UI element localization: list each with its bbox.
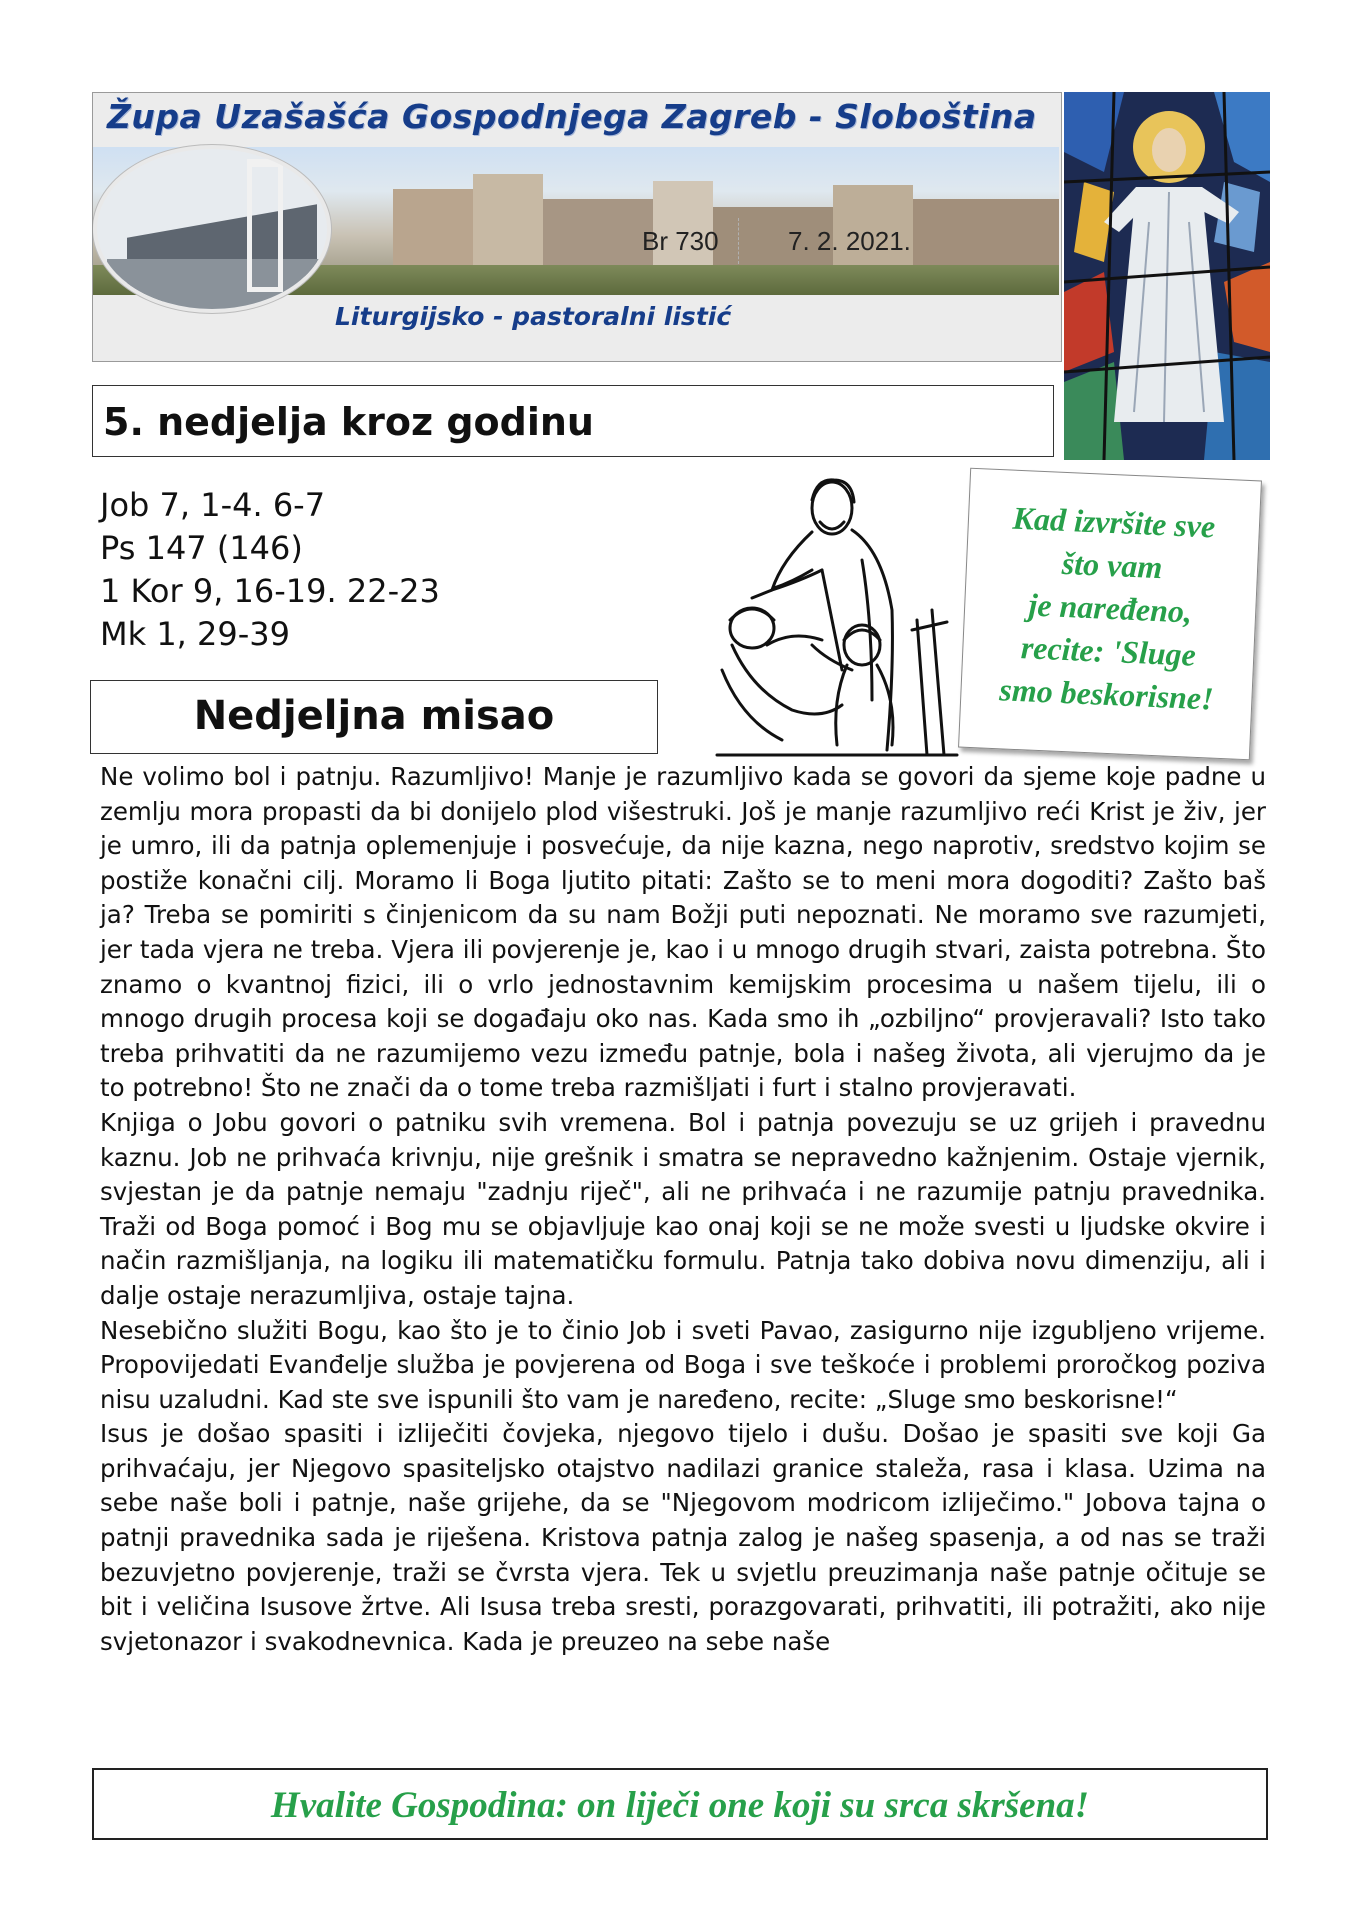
quote-note	[958, 468, 1262, 760]
sunday-title-box	[92, 385, 1054, 457]
readings-list	[100, 484, 440, 656]
quote-line: što vam	[1061, 544, 1164, 586]
reading-item: Ps 147 (146)	[100, 529, 303, 567]
article-body	[100, 760, 1266, 1659]
stained-glass-christ-image	[1064, 92, 1270, 460]
quote-text	[961, 495, 1260, 722]
quote-line: recite: 'Sluge	[1020, 629, 1197, 673]
section-title-box	[90, 680, 658, 754]
reading-item: Job 7, 1-4. 6-7	[100, 486, 326, 524]
issue-number: Br 730	[642, 226, 719, 256]
quote-line: smo beskorisne!	[998, 671, 1215, 717]
footer-quote-box	[92, 1768, 1268, 1840]
jesus-healing-illustration	[712, 470, 962, 760]
paragraph: Ne volimo bol i patnju. Razumljivo! Manje je razumljivo kada se govori da sjeme koje padne u zemlju mora propasti da bi donijelo plod višestruki. Još je manje razumljivo reći Krist je živ, jer je umro, ili da patnja oplemenjuje i posvećuje, da nije kazna, nego naprotiv, sredstvo kojim se postiže konačni cilj. Moramo li Boga ljutito pitati: Zašto se to meni mora dogoditi? Zašto baš ja? Treba se pomiriti s činjenicom da su nam Božji puti nepoznati. Ne moramo sve razumjeti, jer tada vjera ne treba. Vjera ili povjerenje je, kao i u mnogo drugih stvari, zaista potrebna. Što znamo o kvantnoj fizici, ili o vrlo jednostavnim kemijskim procesima u našem tijelu, ili o mnogo drugih procesa koji se događaju oko nas. Kada smo ih „ozbiljno“ provjeravali? Isto tako treba prihvatiti da ne razumijemo vezu između patnje, bola i našeg života, ali vjerujmo da je to potrebno! Što ne znači da o tome treba razmišljati i furt i stalno provjeravati.	[100, 762, 1266, 1103]
section-title: Nedjeljna misao	[193, 693, 555, 739]
paragraph: Isus je došao spasiti i izliječiti čovjeka, njegovo tijelo i dušu. Došao je spasiti sve koji Ga prihvaćaju, jer Njegovo spasiteljsko otajstvo nadilazi granice staleža, rasa i klasa. Uzima na sebe naše boli i patnje, naše grijehe, da se "Njegovom modricom izliječimo." Jobova tajna o patnji pravednika sada je riješena. Kristova patnja zalog je našeg spasenja, a od nas se traži bezuvjetno povjerenje, traži se čvrsta vjera. Tek u svjetlu preuzimanja naše patnje očituje se bit i veličina Isusove žrtve. Ali Isusa treba sresti, porazgovarati, prihvatiti, ili potražiti, ako nije svjetonazor i svakodnevnica. Kada je preuzeo na sebe naše	[100, 1419, 1266, 1656]
footer-quote: Hvalite Gospodina: on liječi one koji su srca skršena!	[270, 1785, 1090, 1826]
bulletin-subtitle: Liturgijsko - pastoralni listić	[335, 302, 732, 331]
reading-item: 1 Kor 9, 16-19. 22-23	[100, 572, 440, 610]
reading-item: Mk 1, 29-39	[100, 615, 290, 653]
church-photo	[93, 145, 331, 313]
paragraph: Nesebično služiti Bogu, kao što je to činio Job i sveti Pavao, zasigurno nije izgubljeno vrijeme. Propovijedati Evanđelje služba je povjerena od Boga i sve teškoće i problemi proročkog poziva nisu uzaludni. Kad ste sve ispunili što vam je naređeno, recite: „Sluge smo beskorisne!“	[100, 1315, 1266, 1414]
quote-line: Kad izvršite sve	[1011, 499, 1217, 545]
paragraph: Knjiga o Jobu govori o patniku svih vremena. Bol i patnja povezuju se uz grijeh i pravednu kaznu. Job ne prihvaća krivnju, nije grešnik i smatra se nepravedno kažnjenim. Ostaje vjernik, svjestan je da patnje nemaju "zadnju riječ", ali ne prihvaća i ne razumije patnju pravednika. Traži od Boga pomoć i Bog mu se objavljuje kao onaj koji se ne može svesti u ljudske okvire i način razmišljanja, na logiku ili matematičku formulu. Patnja tako dobiva novu dimenziju, ali i dalje ostaje nerazumljiva, ostaje tajna.	[100, 1107, 1266, 1310]
quote-line: je naređeno,	[1027, 586, 1193, 630]
header-banner	[92, 92, 1062, 362]
sunday-title: 5. nedjelja kroz godinu	[103, 400, 594, 444]
issue-date: 7. 2. 2021.	[788, 226, 911, 256]
parish-title: Župa Uzašašća Gospodnjega Zagreb - Sloboština	[107, 97, 1037, 136]
